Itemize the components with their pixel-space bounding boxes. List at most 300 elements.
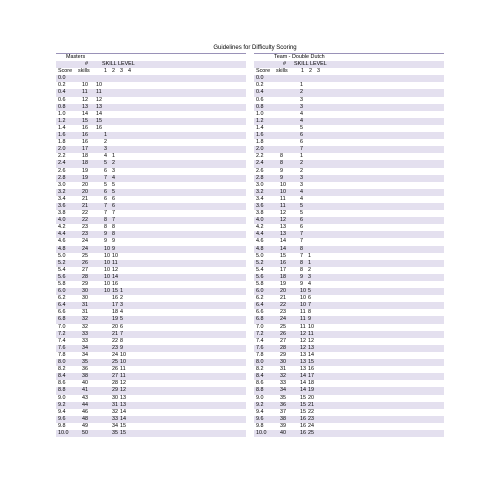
- table-row: [254, 281, 444, 288]
- skills-cell: 16: [82, 124, 88, 131]
- score-cell: 2.8: [58, 174, 66, 181]
- score-cell: 4.0: [58, 217, 66, 224]
- skills-column-label: skills: [276, 68, 288, 75]
- level-cell: 16: [300, 429, 306, 436]
- table-row: [56, 402, 246, 409]
- table-row: [56, 196, 246, 203]
- table-row: [254, 288, 444, 295]
- score-cell: 8.8: [58, 387, 66, 394]
- skills-cell: 11: [82, 89, 88, 96]
- table-row: [254, 210, 444, 217]
- score-cell: 10.0: [256, 429, 267, 436]
- score-cell: 5.0: [58, 252, 66, 259]
- score-cell: 0.4: [256, 89, 264, 96]
- table-row: [56, 338, 246, 345]
- score-cell: 8.0: [58, 359, 66, 366]
- score-cell: 5.2: [256, 259, 264, 266]
- table-row: [56, 380, 246, 387]
- level-2-label: 2: [112, 68, 115, 75]
- level-cell: 11: [300, 323, 306, 330]
- table-row: [254, 253, 444, 260]
- table-row: [254, 402, 444, 409]
- level-cell: 15: [120, 429, 126, 436]
- level-cell: 10: [300, 288, 306, 295]
- level-cell: 12: [96, 96, 102, 103]
- table-row: [56, 253, 246, 260]
- score-cell: 9.0: [58, 394, 66, 401]
- level-cell: 2: [300, 167, 303, 174]
- level-cell: 10: [104, 281, 110, 287]
- level-cell: 14: [120, 408, 126, 415]
- table-row: [56, 387, 246, 394]
- level-cell: 4: [104, 153, 107, 160]
- level-cell: 1: [308, 259, 311, 266]
- level-cell: 7: [112, 217, 115, 224]
- table-row: [254, 295, 444, 302]
- score-cell: 3.8: [256, 210, 264, 217]
- table-row: [254, 387, 444, 394]
- level-cell: 11: [120, 373, 126, 380]
- skills-cell: 46: [82, 408, 88, 415]
- table-row: [254, 196, 444, 203]
- table-row: [254, 409, 444, 416]
- level-cell: 6: [300, 217, 303, 224]
- level-cell: 6: [308, 295, 311, 302]
- level-cell: 13: [120, 401, 126, 408]
- table-row: [56, 125, 246, 132]
- score-cell: 0.0: [256, 75, 264, 82]
- level-cell: 1: [104, 132, 107, 139]
- level-cell: 35: [112, 429, 118, 436]
- score-cell: 4.8: [58, 245, 66, 252]
- skills-cell: 24: [82, 238, 88, 245]
- level-cell: 8: [112, 224, 115, 231]
- table-row: [254, 416, 444, 423]
- table-row: [56, 175, 246, 182]
- skills-cell: 13: [82, 103, 88, 110]
- score-cell: 2.4: [58, 160, 66, 167]
- level-cell: 1: [300, 153, 303, 160]
- score-cell: 2.6: [58, 167, 66, 174]
- level-cell: 16: [112, 281, 118, 287]
- level-cell: 5: [112, 181, 115, 188]
- score-column-label: Score: [58, 68, 73, 75]
- level-cell: 14: [120, 415, 126, 422]
- level-cell: 14: [112, 273, 118, 280]
- level-cell: 26: [112, 366, 118, 373]
- score-cell: 8.4: [58, 373, 66, 380]
- skills-cell: 10: [82, 82, 88, 89]
- level-cell: 8: [104, 217, 107, 224]
- table-row: [254, 423, 444, 430]
- level-cell: 12: [300, 344, 306, 351]
- score-cell: 1.4: [58, 124, 66, 131]
- score-cell: 9.6: [58, 415, 66, 422]
- skills-cell: 40: [82, 380, 88, 387]
- skills-cell: 32: [82, 323, 88, 330]
- table-row: [254, 203, 444, 210]
- level-cell: 20: [308, 394, 314, 401]
- level-cell: 15: [96, 117, 102, 124]
- score-cell: 5.6: [256, 273, 264, 280]
- table-row: [254, 331, 444, 338]
- score-cell: 7.6: [256, 344, 264, 351]
- skills-cell: 38: [280, 415, 286, 422]
- table-row: [254, 309, 444, 316]
- skills-cell: 10: [280, 188, 286, 195]
- skills-cell: 29: [280, 351, 286, 358]
- skills-cell: 33: [82, 337, 88, 344]
- score-cell: 6.0: [256, 288, 264, 295]
- skills-cell: 31: [82, 302, 88, 309]
- level-cell: 5: [104, 160, 107, 167]
- skills-cell: 31: [82, 309, 88, 316]
- team-table: [254, 53, 444, 437]
- score-cell: 3.6: [256, 202, 264, 209]
- score-cell: 9.8: [256, 422, 264, 429]
- level-cell: 3: [112, 167, 115, 174]
- hash-label: #: [283, 61, 286, 68]
- table-row: [56, 132, 246, 139]
- level-cell: 14: [308, 351, 314, 358]
- score-cell: 6.6: [58, 309, 66, 316]
- skills-cell: 23: [82, 231, 88, 238]
- level-cell: 25: [112, 359, 118, 366]
- table-row: [254, 182, 444, 189]
- table-row: [254, 345, 444, 352]
- masters-column-header: [56, 68, 246, 75]
- level-cell: 2: [308, 266, 311, 273]
- level-cell: 8: [112, 231, 115, 238]
- table-row: [56, 274, 246, 281]
- skills-cell: 20: [280, 288, 286, 295]
- level-cell: 7: [120, 330, 123, 337]
- level-cell: 4: [120, 309, 123, 316]
- skills-cell: 24: [82, 245, 88, 252]
- team-column-header: [254, 68, 444, 75]
- level-cell: 24: [112, 351, 118, 358]
- skills-cell: 14: [82, 110, 88, 117]
- score-cell: 8.4: [256, 373, 264, 380]
- table-row: [56, 359, 246, 366]
- score-cell: 3.8: [58, 210, 66, 217]
- skills-cell: 10: [280, 181, 286, 188]
- level-cell: 21: [112, 330, 118, 337]
- skills-cell: 30: [82, 288, 88, 295]
- skills-cell: 36: [280, 401, 286, 408]
- level-cell: 12: [120, 387, 126, 394]
- score-cell: 9.8: [58, 422, 66, 429]
- table-row: [56, 231, 246, 238]
- level-cell: 5: [308, 288, 311, 295]
- skills-cell: 23: [280, 309, 286, 316]
- score-cell: 0.6: [256, 96, 264, 103]
- team-skill-header: [254, 61, 444, 68]
- score-cell: 2.8: [256, 174, 264, 181]
- table-row: [254, 139, 444, 146]
- skills-cell: 20: [82, 188, 88, 195]
- skills-cell: 18: [82, 160, 88, 167]
- level-cell: 5: [120, 316, 123, 323]
- skills-cell: 34: [82, 351, 88, 358]
- level-cell: 6: [112, 195, 115, 202]
- table-row: [254, 189, 444, 196]
- skills-cell: 28: [280, 344, 286, 351]
- score-cell: 7.8: [256, 351, 264, 358]
- score-cell: 9.2: [256, 401, 264, 408]
- skills-cell: 8: [280, 153, 283, 160]
- table-row: [56, 288, 246, 295]
- level-cell: 11: [308, 330, 314, 337]
- score-cell: 6.4: [58, 302, 66, 309]
- skills-cell: 41: [82, 387, 88, 394]
- score-cell: 7.0: [58, 323, 66, 330]
- level-cell: 6: [300, 224, 303, 231]
- level-cell: 13: [300, 366, 306, 373]
- level-cell: 10: [300, 302, 306, 309]
- level-cell: 7: [300, 146, 303, 153]
- level-cell: 12: [308, 337, 314, 344]
- level-cell: 9: [120, 344, 123, 351]
- table-row: [56, 203, 246, 210]
- score-cell: 7.2: [256, 330, 264, 337]
- table-row: [56, 423, 246, 430]
- level-cell: 18: [112, 309, 118, 316]
- level-3-label: 3: [120, 68, 123, 75]
- level-cell: 7: [300, 238, 303, 245]
- score-cell: 5.0: [256, 252, 264, 259]
- table-row: [254, 82, 444, 89]
- score-cell: 5.4: [256, 266, 264, 273]
- table-row: [56, 146, 246, 153]
- score-cell: 1.4: [256, 124, 264, 131]
- skills-cell: 12: [280, 217, 286, 224]
- skills-cell: 30: [280, 359, 286, 366]
- level-cell: 7: [112, 210, 115, 217]
- level-cell: 3: [308, 273, 311, 280]
- table-row: [56, 302, 246, 309]
- level-cell: 8: [300, 259, 303, 266]
- score-cell: 6.0: [58, 288, 66, 295]
- table-row: [56, 373, 246, 380]
- skills-cell: 39: [280, 422, 286, 429]
- table-row: [56, 416, 246, 423]
- level-2-label: 2: [309, 68, 312, 75]
- level-cell: 8: [308, 309, 311, 316]
- table-row: [56, 89, 246, 96]
- score-cell: 1.6: [58, 132, 66, 139]
- level-cell: 6: [112, 202, 115, 209]
- score-cell: 4.4: [58, 231, 66, 238]
- table-row: [254, 373, 444, 380]
- table-row: [254, 118, 444, 125]
- skills-cell: 29: [82, 281, 88, 287]
- table-row: [254, 153, 444, 160]
- table-row: [254, 274, 444, 281]
- score-cell: 4.6: [256, 238, 264, 245]
- score-cell: 4.2: [58, 224, 66, 231]
- level-cell: 3: [300, 103, 303, 110]
- score-cell: 4.0: [256, 217, 264, 224]
- skills-cell: 23: [82, 224, 88, 231]
- skills-cell: 19: [280, 281, 286, 287]
- score-cell: 0.6: [58, 96, 66, 103]
- skills-cell: 50: [82, 429, 88, 436]
- skills-cell: 12: [82, 96, 88, 103]
- score-cell: 7.2: [58, 330, 66, 337]
- table-row: [254, 267, 444, 274]
- skills-cell: 27: [280, 337, 286, 344]
- level-cell: 11: [96, 89, 102, 96]
- level-cell: 13: [120, 394, 126, 401]
- score-cell: 4.6: [58, 238, 66, 245]
- table-row: [254, 104, 444, 111]
- level-cell: 10: [96, 82, 102, 89]
- score-cell: 0.0: [58, 75, 66, 82]
- level-cell: 14: [300, 387, 306, 394]
- table-row: [254, 168, 444, 175]
- level-cell: 4: [300, 188, 303, 195]
- score-cell: 9.6: [256, 415, 264, 422]
- level-cell: 31: [112, 401, 118, 408]
- table-row: [56, 75, 246, 82]
- level-cell: 6: [120, 323, 123, 330]
- table-row: [56, 395, 246, 402]
- table-row: [254, 217, 444, 224]
- table-row: [56, 118, 246, 125]
- level-cell: 5: [300, 202, 303, 209]
- table-row: [254, 231, 444, 238]
- score-cell: 2.0: [58, 146, 66, 153]
- score-cell: 1.2: [58, 117, 66, 124]
- masters-skill-header: [56, 61, 246, 68]
- score-cell: 1.6: [256, 132, 264, 139]
- level-cell: 14: [300, 380, 306, 387]
- level-cell: 1: [308, 252, 311, 259]
- table-row: [254, 97, 444, 104]
- score-cell: 8.8: [256, 387, 264, 394]
- table-row: [254, 111, 444, 118]
- level-cell: 17: [308, 373, 314, 380]
- level-cell: 20: [112, 323, 118, 330]
- table-row: [56, 324, 246, 331]
- score-cell: 5.2: [58, 259, 66, 266]
- level-cell: 2: [300, 160, 303, 167]
- table-row: [56, 182, 246, 189]
- level-cell: 3: [104, 146, 107, 153]
- table-row: [254, 395, 444, 402]
- masters-header: [56, 53, 246, 61]
- table-row: [254, 89, 444, 96]
- level-cell: 15: [120, 422, 126, 429]
- level-cell: 6: [300, 132, 303, 139]
- level-cell: 13: [96, 103, 102, 110]
- masters-table: [56, 53, 246, 437]
- table-row: [254, 338, 444, 345]
- table-row: [56, 281, 246, 288]
- sheet-title: Guidelines for Difficulty Scoring: [213, 45, 297, 51]
- level-cell: 30: [112, 394, 118, 401]
- level-cell: 32: [112, 408, 118, 415]
- level-cell: 8: [120, 337, 123, 344]
- skills-cell: 48: [82, 415, 88, 422]
- level-cell: 9: [104, 231, 107, 238]
- level-cell: 3: [300, 96, 303, 103]
- level-cell: 3: [300, 174, 303, 181]
- skills-cell: 38: [82, 373, 88, 380]
- skills-cell: 25: [280, 323, 286, 330]
- hash-label: #: [85, 61, 88, 68]
- skills-cell: 37: [280, 408, 286, 415]
- level-cell: 4: [300, 110, 303, 117]
- table-row: [56, 160, 246, 167]
- skills-cell: 9: [280, 167, 283, 174]
- level-cell: 19: [308, 387, 314, 394]
- level-cell: 21: [308, 401, 314, 408]
- level-cell: 7: [104, 174, 107, 181]
- score-cell: 0.2: [256, 82, 264, 89]
- level-cell: 10: [104, 266, 110, 273]
- table-row: [56, 352, 246, 359]
- skills-cell: 36: [82, 366, 88, 373]
- table-row: [56, 82, 246, 89]
- table-row: [254, 302, 444, 309]
- level-cell: 10: [300, 295, 306, 302]
- skills-cell: 35: [280, 394, 286, 401]
- masters-title: Masters: [66, 54, 86, 60]
- level-cell: 4: [308, 281, 311, 287]
- skills-cell: 24: [280, 316, 286, 323]
- table-row: [56, 267, 246, 274]
- level-cell: 1: [120, 288, 123, 295]
- table-row: [254, 430, 444, 437]
- level-cell: 8: [300, 266, 303, 273]
- table-row: [254, 224, 444, 231]
- table-row: [56, 345, 246, 352]
- score-cell: 8.0: [256, 359, 264, 366]
- score-column-label: Score: [256, 68, 271, 75]
- score-cell: 7.4: [58, 337, 66, 344]
- level-cell: 11: [300, 316, 306, 323]
- level-1-label: 1: [104, 68, 107, 75]
- skills-cell: 13: [280, 231, 286, 238]
- level-cell: 2: [104, 139, 107, 146]
- level-cell: 8: [300, 245, 303, 252]
- level-cell: 3: [300, 181, 303, 188]
- level-cell: 8: [104, 224, 107, 231]
- table-row: [56, 111, 246, 118]
- level-cell: 5: [300, 124, 303, 131]
- level-cell: 15: [300, 401, 306, 408]
- table-row: [254, 316, 444, 323]
- skills-cell: 21: [280, 295, 286, 302]
- level-cell: 10: [104, 252, 110, 259]
- score-cell: 6.2: [58, 295, 66, 302]
- score-cell: 2.2: [58, 153, 66, 160]
- level-cell: 4: [300, 117, 303, 124]
- skills-cell: 22: [280, 302, 286, 309]
- skills-cell: 13: [280, 224, 286, 231]
- score-cell: 0.4: [58, 89, 66, 96]
- level-cell: 15: [308, 359, 314, 366]
- score-cell: 7.8: [58, 351, 66, 358]
- skills-cell: 34: [280, 387, 286, 394]
- skills-cell: 15: [280, 252, 286, 259]
- level-cell: 11: [300, 309, 306, 316]
- score-cell: 3.0: [256, 181, 264, 188]
- table-row: [254, 359, 444, 366]
- table-row: [56, 210, 246, 217]
